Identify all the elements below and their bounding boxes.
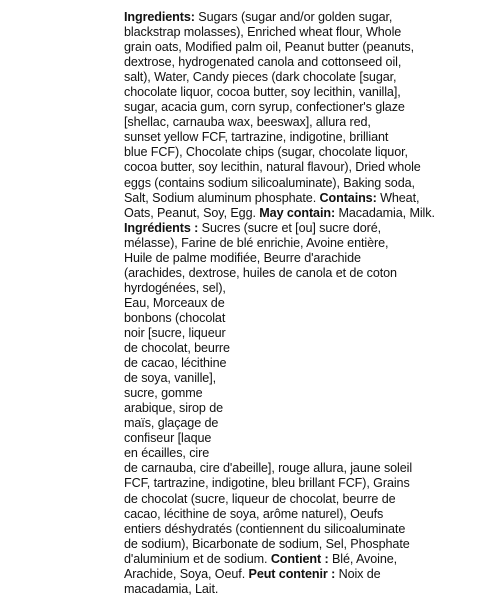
contient-label: Contient : <box>270 551 329 566</box>
english-heading: Ingredients: <box>124 10 195 24</box>
english-ingredients: Ingredients: Sugars (sugar and/or golden sugar, blackstrap molasses), Enriched wheat flour, Whole grain oats, Modified palm oil, Peanut butter (peanuts, dextrose, hydrogenated canola and cottonseed oil, salt), Water, Candy pieces (dark chocolate [sugar, chocolate liquor, cocoa butter, soy lecithin, vanilla], sugar, acacia gum, corn syrup, confectioner's glaze [shellac, carnauba wax, beeswax], allura red, sunset yellow FCF, tartrazine, indigotine, brilliant blue FCF), Chocolate chips (sugar, chocolate liquor, cocoa butter, soy lecithin, natural flavour), Dried whole eggs (contains sodium silicoaluminate), Baking soda, Salt, Sodium aluminum phosphate. Contains: Wheat, Oats, Peanut, Soy, Egg. May contain: Macadamia, Milk. <box>124 10 435 220</box>
french-heading: Ingrédients : <box>124 220 199 235</box>
may-contain-label: May contain: <box>259 205 336 220</box>
ingredients-label <box>124 10 494 597</box>
peut-contenir-label: Peut contenir : <box>248 566 336 581</box>
contains-label: Contains: <box>319 190 377 205</box>
french-ingredients: Ingrédients : Sucres (sucre et [ou] sucre doré, mélasse), Farine de blé enrichie, Avoine entière, Huile de palme modifiée, Beurre d'arachide (arachides, dextrose, huiles de canola et de coton hyrdogénées, sel), Eau, Morceaux de bonbons (chocolat noir [sucre, liqueur de chocolat, beurre de cacao, lécithine de soya, vanille], sucre, gomme arabique, sirop de maïs, glaçage de confiseur [laque en écailles, cire de carnauba, cire d'abeille], rouge allura, jaune soleil FCF, tartrazine, indigotine, bleu brillant FCF), Grains de chocolat (sucre, liqueur de chocolat, beurre de cacao, lécithine de soya, arôme naturel), Oeufs entiers déshydratés (contiennent du silicoaluminate de sodium), Bicarbonate de sodium, Sel, Phosphate d'aluminium et de sodium. Contient : Blé, Avoine, Arachide, Soya, Oeuf. Peut contenir : Noix de macadamia, Lait. <box>124 220 413 596</box>
